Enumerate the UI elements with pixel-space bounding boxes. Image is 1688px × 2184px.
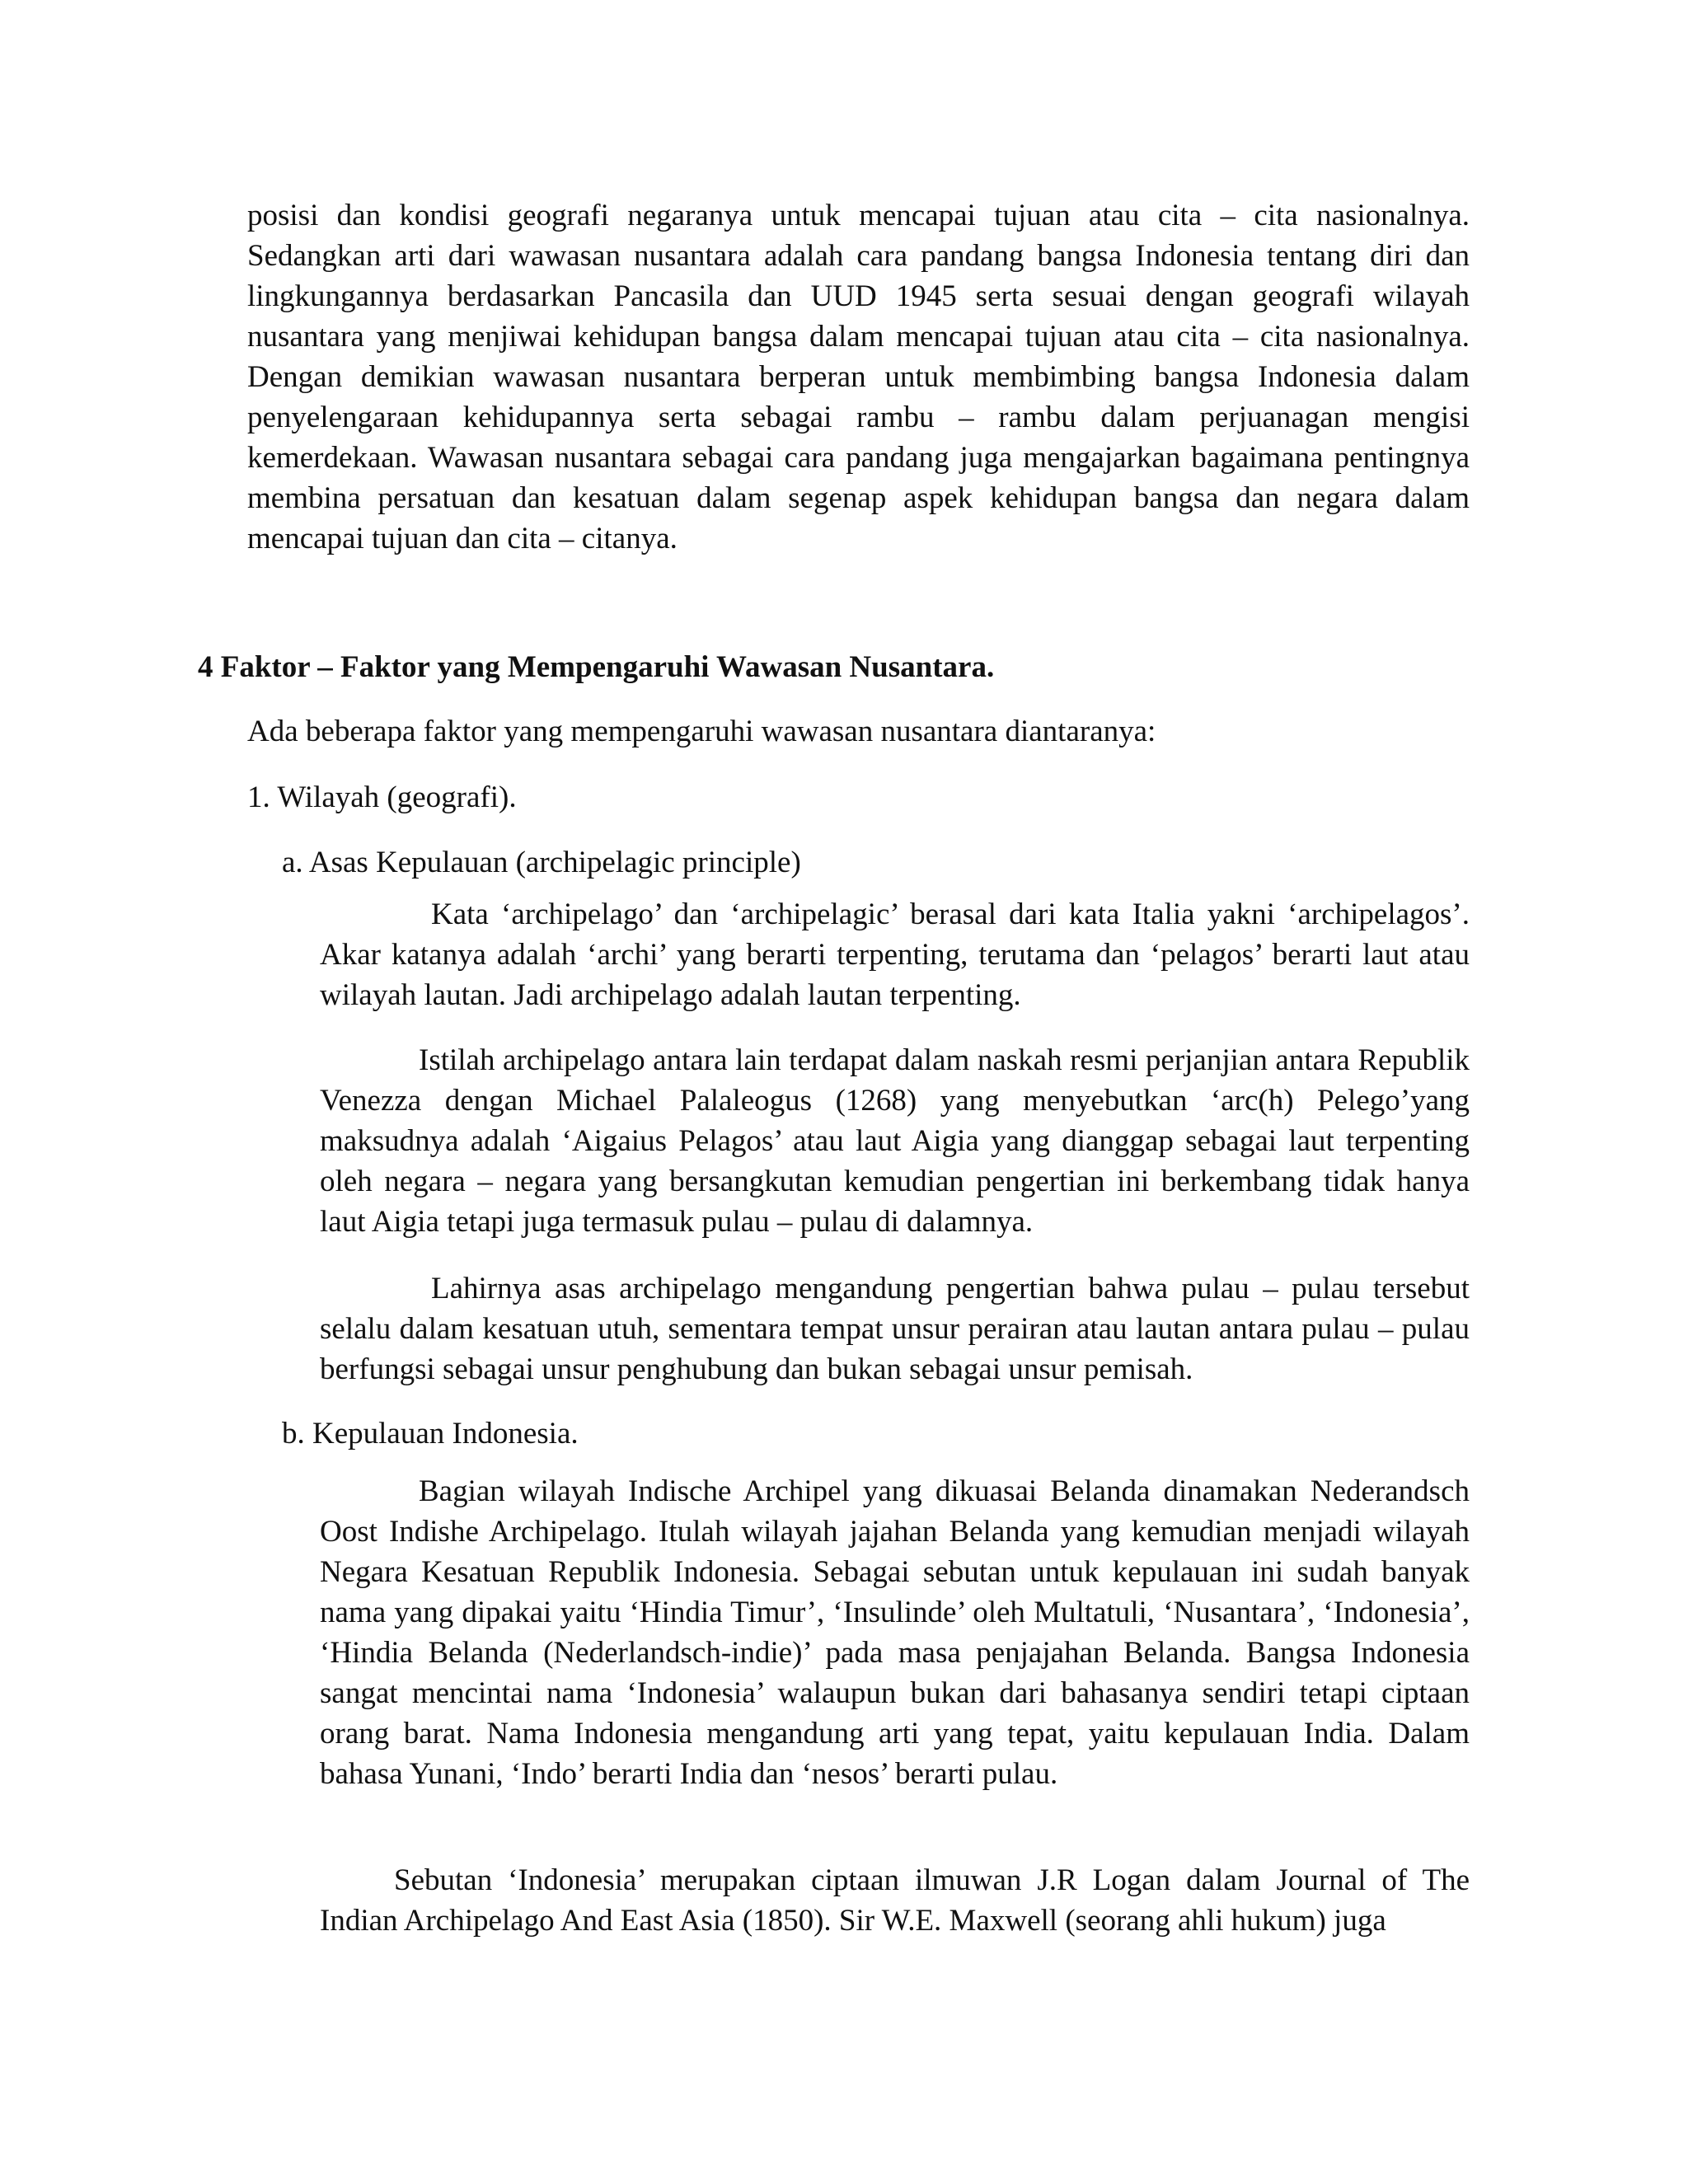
paragraph-indonesia-origin: Sebutan ‘Indonesia’ merupakan ciptaan ilmuwan J.R Logan dalam Journal of The Indian Archipelago And East Asia (1850). Sir W.E. Maxwell (seorang ahli hukum) juga — [320, 1863, 1470, 1938]
subitem-asas-kepulauan: a. Asas Kepulauan (archipelagic principle) — [282, 846, 801, 879]
paragraph-archipelago-etymology: Kata ‘archipelago’ dan ‘archipelagic’ berasal dari kata Italia yakni ‘archipelagos’. Akar katanya adalah ‘archi’ yang berarti terpenting, terutama dan ‘pelagos’ berarti laut atau wilayah lautan. Jadi archipelago adalah lautan terpenting. — [320, 898, 1470, 1012]
paragraph-archipelago-principle: Lahirnya asas archipelago mengandung pengertian bahwa pulau – pulau tersebut selalu dalam kesatuan utuh, sementara tempat unsur perairan atau lautan antara pulau – pulau berfungsi sebagai unsur penghubung dan bukan sebagai unsur pemisah. — [320, 1272, 1470, 1386]
paragraph-archipelago-history: Istilah archipelago antara lain terdapat dalam naskah resmi perjanjian antara Republik Venezza dengan Michael Palaleogus (1268) yang menyebutkan ‘arc(h) Pelego’yang maksudnya adalah ‘Aigaius Pelagos’ atau laut Aigia yang dianggap sebagai laut terpenting oleh negara – negara yang bersangkutan kemudian pengertian ini berkembang tidak hanya laut Aigia tetapi juga termasuk pulau – pulau di dalamnya. — [320, 1043, 1470, 1239]
section-lead: Ada beberapa faktor yang mempengaruhi wawasan nusantara diantaranya: — [247, 715, 1156, 748]
list-item-wilayah: 1. Wilayah (geografi). — [247, 780, 517, 814]
paragraph-indonesia-naming: Bagian wilayah Indische Archipel yang dikuasai Belanda dinamakan Nederandsch Oost Indishe Archipelago. Itulah wilayah jajahan Belanda yang kemudian menjadi wilayah Negara Kesatuan Republik Indonesia. Sebagai sebutan untuk kepulauan ini sudah banyak nama yang dipakai yaitu ‘Hindia Timur’, ‘Insulinde’ oleh Multatuli, ‘Nusantara’, ‘Indonesia’, ‘Hindia Belanda (Nederlandsch-indie)’ pada masa penjajahan Belanda. Bangsa Indonesia sangat mencintai nama ‘Indonesia’ walaupun bukan dari bahasanya sendiri tetapi ciptaan orang barat. Nama Indonesia mengandung arti yang tepat, yaitu kepulauan India. Dalam bahasa Yunani, ‘Indo’ berarti India dan ‘nesos’ berarti pulau. — [320, 1474, 1470, 1791]
intro-paragraph: posisi dan kondisi geografi negaranya untuk mencapai tujuan atau cita – cita nasionalnya. Sedangkan arti dari wawasan nusantara adalah cara pandang bangsa Indonesia tentang diri dan lingkungannya berdasarkan Pancasila dan UUD 1945 serta sesuai dengan geografi wilayah nusantara yang menjiwai kehidupan bangsa dalam mencapai tujuan atau cita – cita nasionalnya. Dengan demikian wawasan nusantara berperan untuk membimbing bangsa Indonesia dalam penyelengaraan kehidupannya serta sebagai rambu – rambu dalam perjuanagan mengisi kemerdekaan. Wawasan nusantara sebagai cara pandang juga mengajarkan bagaimana pentingnya membina persatuan dan kesatuan dalam segenap aspek kehidupan bangsa dan negara dalam mencapai tujuan dan cita – citanya. — [247, 199, 1470, 555]
subitem-kepulauan-indonesia: b. Kepulauan Indonesia. — [282, 1417, 579, 1451]
section-heading: 4 Faktor – Faktor yang Mempengaruhi Wawasan Nusantara. — [198, 650, 995, 684]
